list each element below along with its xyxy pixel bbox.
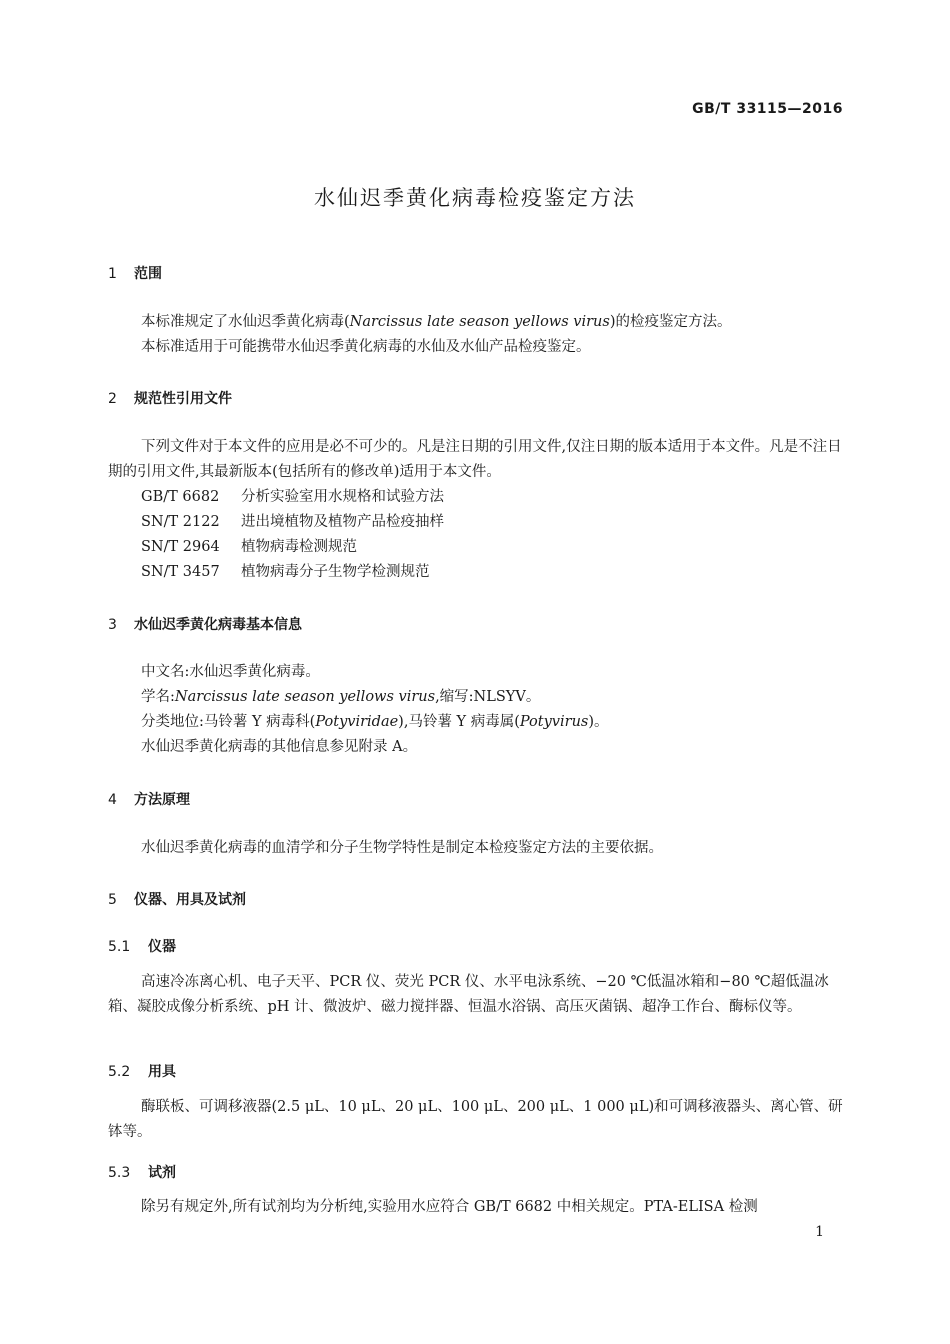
text: )的检疫鉴定方法。	[609, 314, 732, 330]
text: 学名:	[141, 689, 175, 705]
section-5-heading	[108, 889, 246, 909]
text: 本标准规定了水仙迟季黄化病毒(	[141, 314, 350, 330]
section-number: 3	[108, 617, 117, 633]
tools-paragraph: 酶联板、可调移液器(2.5 μL、10 μL、20 μL、100 μL、200 μL、1 000 μL)和可调移液器头、离心管、研钵等。	[108, 1099, 843, 1140]
subsection-number: 5.1	[108, 939, 131, 955]
other-info-line: 水仙迟季黄化病毒的其他信息参见附录 A。	[141, 739, 418, 755]
text: 分类地位:马铃薯 Y 病毒科(	[141, 714, 316, 730]
section-4-heading	[108, 789, 190, 809]
section-title: 水仙迟季黄化病毒基本信息	[134, 617, 302, 633]
text: ),马铃薯 Y 病毒属(	[398, 714, 520, 730]
page-number: 1	[815, 1224, 824, 1240]
latin-name: Narcissus late season yellows virus	[174, 689, 436, 705]
instruments-paragraph: 高速冷冻离心机、电子天平、PCR 仪、荧光 PCR 仪、水平电泳系统、−20 ℃低温冰箱和−80 ℃超低温冰箱、凝胶成像分析系统、pH 计、微波炉、磁力搅拌器、恒温水浴锅、高压灭菌锅、超净工作台、酶标仪等。	[108, 974, 829, 1015]
section-number: 1	[108, 266, 117, 282]
section-number: 4	[108, 792, 117, 808]
subsection-5-3-heading	[108, 1162, 176, 1182]
reference-code: SN/T 2122	[141, 514, 220, 530]
reference-title: 植物病毒检测规范	[241, 539, 357, 555]
principle-paragraph: 水仙迟季黄化病毒的血清学和分子生物学特性是制定本检疫鉴定方法的主要依据。	[141, 840, 663, 856]
reference-code: GB/T 6682	[141, 489, 220, 505]
subsection-title: 仪器	[148, 939, 176, 955]
section-number: 5	[108, 892, 117, 908]
section-1-heading	[108, 263, 162, 283]
subsection-number: 5.2	[108, 1064, 131, 1080]
reference-title: 进出境植物及植物产品检疫抽样	[241, 514, 444, 530]
section-title: 方法原理	[134, 792, 190, 808]
reference-title: 植物病毒分子生物学检测规范	[241, 564, 430, 580]
subsection-title: 用具	[148, 1064, 176, 1080]
document-title: 水仙迟季黄化病毒检疫鉴定方法	[314, 186, 636, 210]
latin-name: Narcissus late season yellows virus	[349, 314, 610, 330]
section-number: 2	[108, 391, 117, 407]
text: ,缩写:NLSYV。	[435, 689, 541, 705]
latin-family: Potyviridae	[315, 714, 399, 730]
subsection-5-1-heading	[108, 936, 176, 956]
subsection-number: 5.3	[108, 1165, 131, 1181]
reference-item	[141, 485, 444, 510]
latin-genus: Potyvirus	[519, 714, 589, 730]
subsection-title: 试剂	[148, 1165, 176, 1181]
reference-title: 分析实验室用水规格和试验方法	[241, 489, 444, 505]
reagents-paragraph: 除另有规定外,所有试剂均为分析纯,实验用水应符合 GB/T 6682 中相关规定。PTA-ELISA 检测	[141, 1199, 758, 1215]
section-title: 仪器、用具及试剂	[134, 892, 246, 908]
reference-item	[141, 510, 444, 535]
scientific-name-line	[141, 685, 540, 710]
references-intro: 下列文件对于本文件的应用是必不可少的。凡是注日期的引用文件,仅注日期的版本适用于本文件。凡是不注日期的引用文件,其最新版本(包括所有的修改单)适用于本文件。	[108, 439, 842, 480]
reference-item	[141, 535, 357, 560]
taxonomy-line	[141, 710, 609, 735]
reference-code: SN/T 3457	[141, 564, 220, 580]
subsection-5-2-heading	[108, 1061, 176, 1081]
section-2-heading	[108, 388, 232, 408]
scope-paragraph-2: 本标准适用于可能携带水仙迟季黄化病毒的水仙及水仙产品检疫鉴定。	[141, 339, 591, 355]
section-title: 规范性引用文件	[134, 391, 232, 407]
scope-paragraph-1	[108, 310, 844, 335]
chinese-name-line: 中文名:水仙迟季黄化病毒。	[141, 664, 320, 680]
text: )。	[588, 714, 609, 730]
section-3-heading	[108, 614, 302, 634]
standard-code: GB/T 33115—2016	[692, 101, 843, 117]
reference-item	[141, 560, 430, 585]
section-title: 范围	[134, 266, 162, 282]
reference-code: SN/T 2964	[141, 539, 220, 555]
